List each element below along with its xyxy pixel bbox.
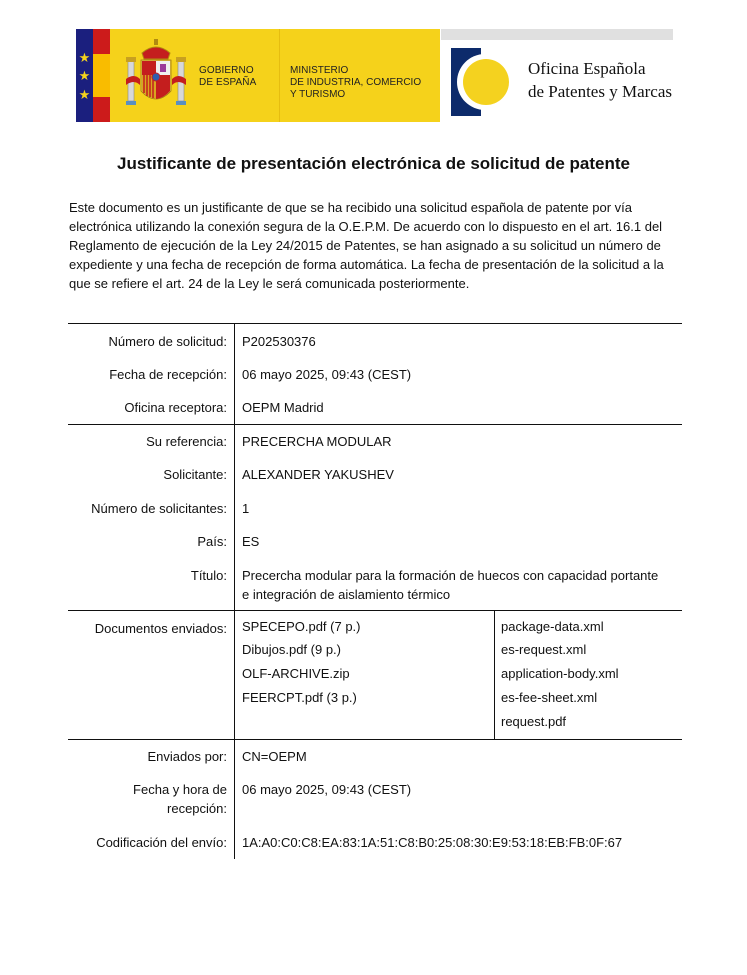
document-item: application-body.xml bbox=[501, 666, 619, 681]
numero-solicitantes-value: 1 bbox=[242, 501, 250, 516]
documents-column-divider bbox=[494, 610, 495, 740]
solicitante-label: Solicitante: bbox=[163, 467, 227, 482]
document-title: Justificante de presentación electrónica de solicitud de patente bbox=[117, 154, 630, 173]
ministry-line: Y TURISMO bbox=[290, 89, 346, 100]
ministry-text bbox=[290, 65, 421, 101]
su-referencia-value: PRECERCHA MODULAR bbox=[242, 434, 392, 449]
gobierno-banner bbox=[76, 29, 440, 122]
star-icon: ★ bbox=[78, 50, 91, 65]
fecha-recepcion-value: 06 mayo 2025, 09:43 (CEST) bbox=[242, 367, 412, 382]
pais-label: País: bbox=[197, 534, 227, 549]
oficina-receptora-label: Oficina receptora: bbox=[124, 400, 227, 415]
intro-paragraph: Este documento es un justificante de que se ha recibido una solicitud española de patente por vía electrónica utilizando la conexión segura de la O.E.P.M. De acuerdo con lo dispuesto en el art. 16.1 del Reglamento de ejecución de la Ley 24/2015 de Patentes, se han asignado a su solicitud un número de expediente y una fecha de recepción de forma automática. La fecha de presentación de la solicitud a la que se refiere el art. 24 de la Ley le será comunicada posteriormente. bbox=[69, 200, 664, 291]
gobierno-de-espana-text bbox=[199, 65, 256, 89]
oepm-name-line: de Patentes y Marcas bbox=[528, 82, 672, 101]
document-item: es-request.xml bbox=[501, 642, 587, 657]
ministry-line: DE INDUSTRIA, COMERCIO bbox=[290, 77, 422, 88]
table-rule bbox=[68, 610, 682, 611]
documentos-label: Documentos enviados: bbox=[94, 621, 227, 636]
star-icon: ★ bbox=[78, 68, 91, 83]
oficina-receptora-value: OEPM Madrid bbox=[242, 400, 324, 415]
oepm-logo-icon bbox=[451, 48, 509, 116]
enviados-por-label: Enviados por: bbox=[147, 749, 227, 764]
solicitante-value: ALEXANDER YAKUSHEV bbox=[242, 467, 394, 482]
document-item: package-data.xml bbox=[501, 619, 604, 634]
oepm-name bbox=[528, 57, 672, 103]
document-item: es-fee-sheet.xml bbox=[501, 690, 598, 705]
gov-line: DE ESPAÑA bbox=[199, 77, 257, 88]
titulo-label: Título: bbox=[190, 568, 227, 583]
fecha-hora-label-line1: Fecha y hora de bbox=[133, 782, 227, 797]
fecha-hora-value: 06 mayo 2025, 09:43 (CEST) bbox=[242, 782, 412, 797]
numero-solicitud-value: P202530376 bbox=[242, 334, 316, 349]
spain-flag-strip bbox=[93, 29, 110, 122]
codificacion-value: 1A:A0:C0:C8:EA:83:1A:51:C8:B0:25:08:30:E9:53:18:EB:FB:0F:67 bbox=[242, 835, 623, 850]
su-referencia-label: Su referencia: bbox=[146, 434, 227, 449]
oepm-name-line: Oficina Española bbox=[528, 59, 646, 78]
numero-solicitantes-label: Número de solicitantes: bbox=[91, 501, 227, 516]
fecha-recepcion-label: Fecha de recepción: bbox=[109, 367, 227, 382]
banner-divider bbox=[279, 29, 280, 122]
oepm-top-bar bbox=[441, 29, 673, 40]
enviados-por-value: CN=OEPM bbox=[242, 749, 307, 764]
document-item: FEERCPT.pdf (3 p.) bbox=[242, 690, 357, 705]
table-rule bbox=[68, 739, 682, 740]
gov-line: GOBIERNO bbox=[199, 65, 254, 76]
titulo-value-line1: Precercha modular para la formación de huecos con capacidad portante bbox=[242, 568, 659, 583]
star-icon: ★ bbox=[78, 87, 91, 102]
titulo-value-line2: e integración de aislamiento térmico bbox=[242, 587, 451, 602]
fecha-hora-label-line2: recepción: bbox=[167, 801, 227, 816]
pais-value: ES bbox=[242, 534, 260, 549]
spain-coat-of-arms-icon bbox=[124, 39, 188, 111]
document-item: SPECEPO.pdf (7 p.) bbox=[242, 619, 361, 634]
table-rule bbox=[68, 323, 682, 324]
document-item: request.pdf bbox=[501, 714, 567, 729]
ministry-line: MINISTERIO bbox=[290, 65, 349, 76]
codificacion-label: Codificación del envío: bbox=[96, 835, 227, 850]
table-rule bbox=[68, 424, 682, 425]
document-item: OLF-ARCHIVE.zip bbox=[242, 666, 350, 681]
document-item: Dibujos.pdf (9 p.) bbox=[242, 642, 341, 657]
eu-flag-strip bbox=[76, 29, 93, 122]
table-column-divider bbox=[234, 323, 235, 859]
numero-solicitud-label: Número de solicitud: bbox=[108, 334, 227, 349]
